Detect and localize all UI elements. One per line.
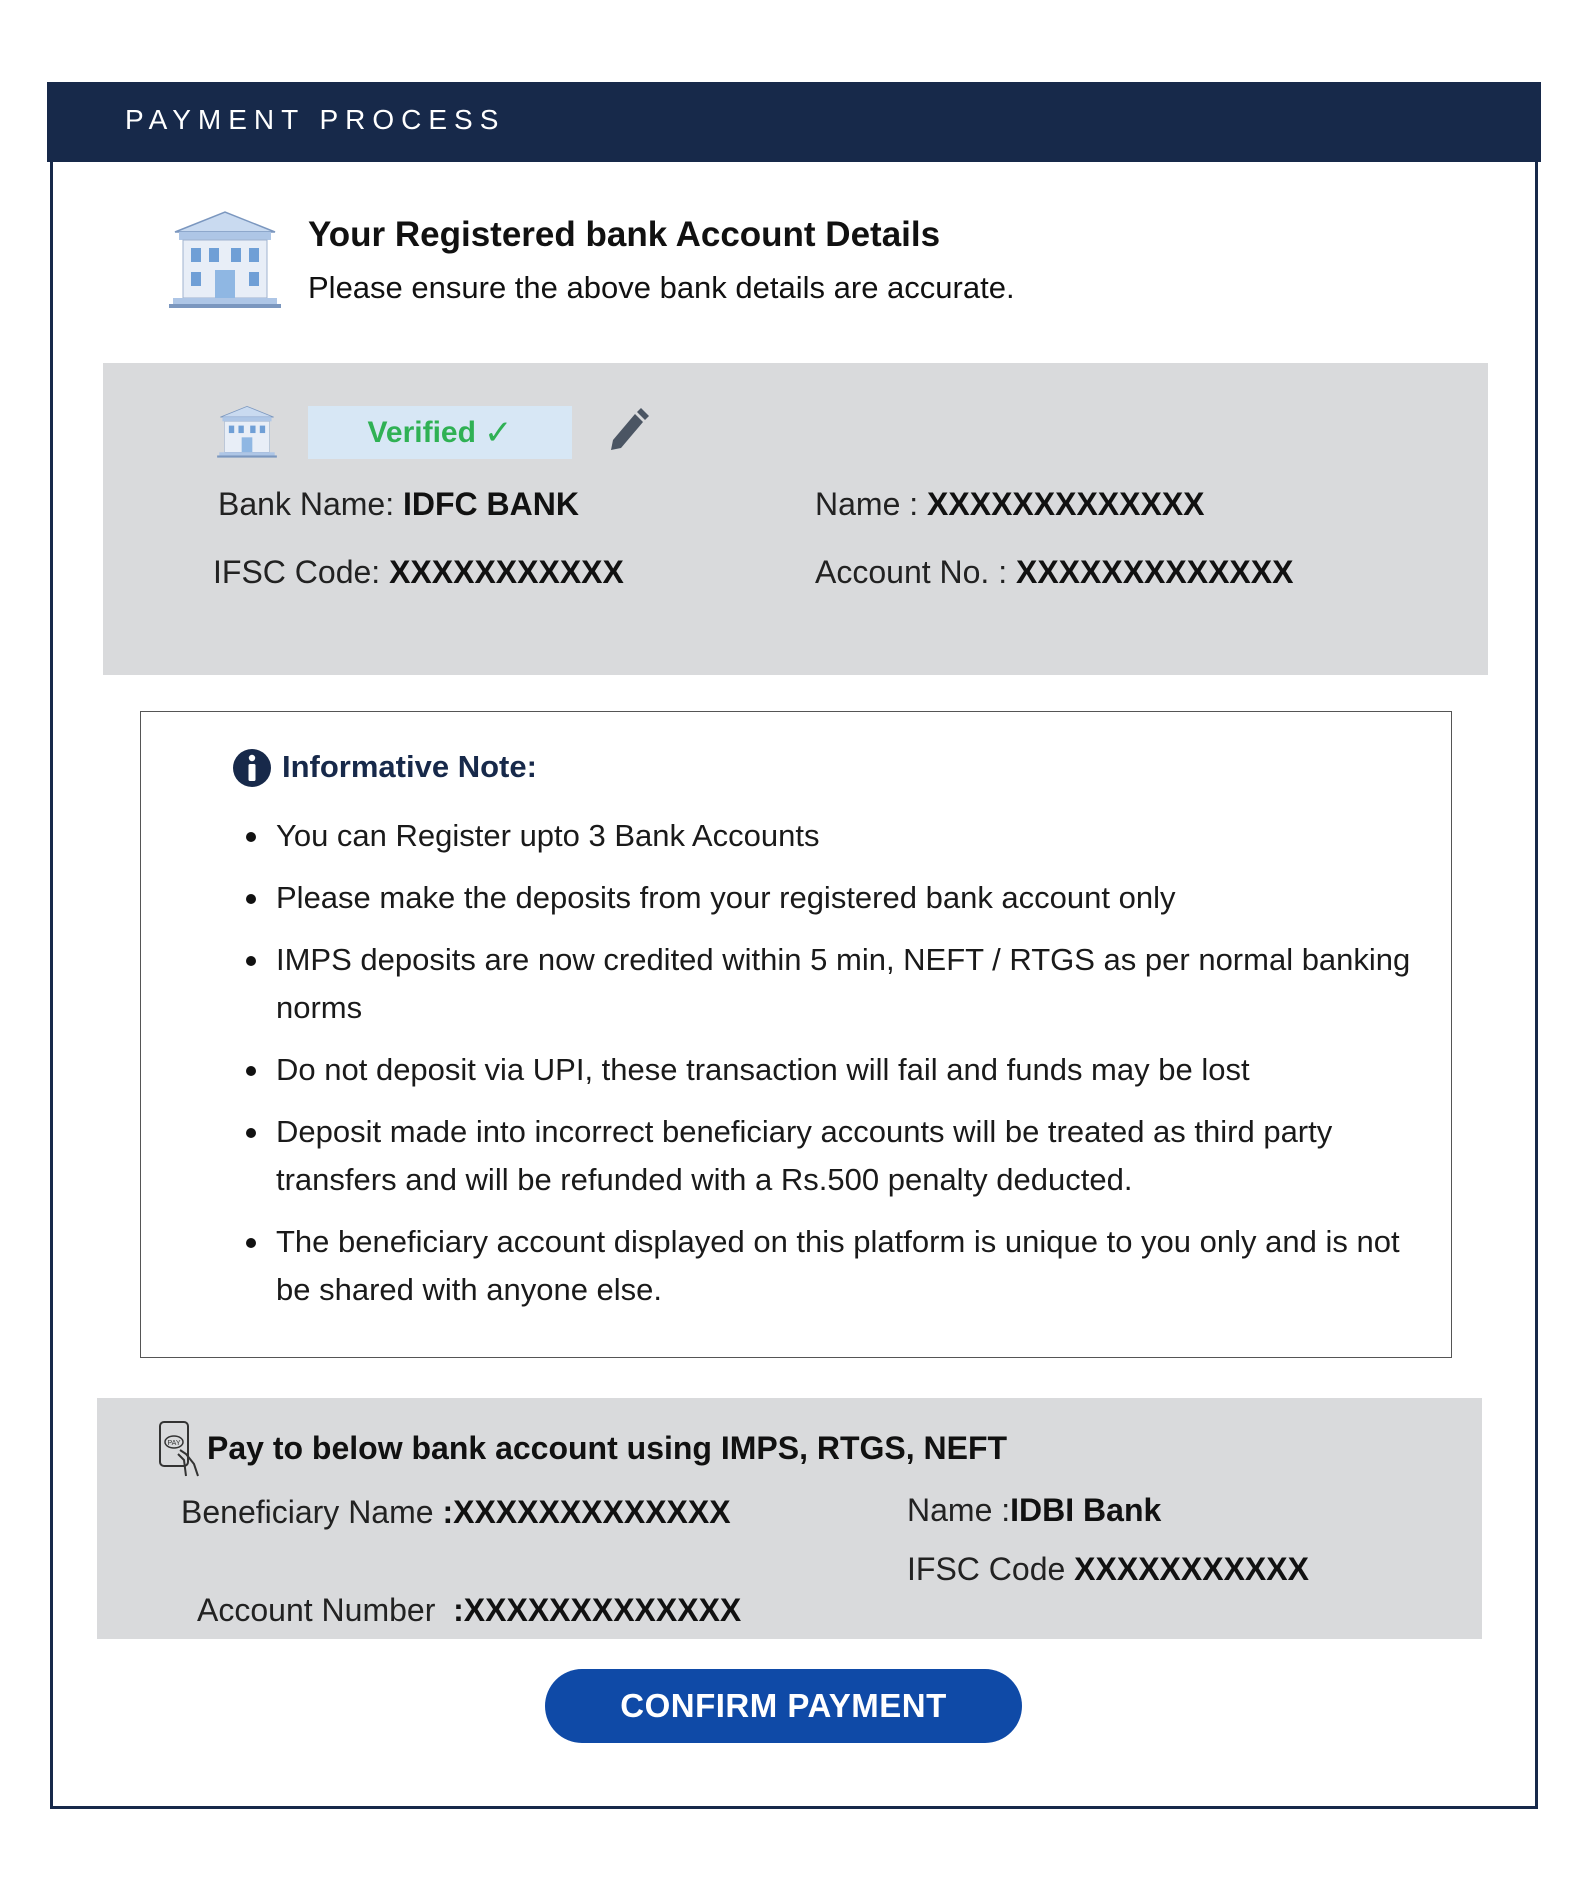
beneficiary-ifsc-value: XXXXXXXXXXX: [1074, 1551, 1309, 1587]
beneficiary-account-value: :XXXXXXXXXXXXX: [453, 1592, 742, 1628]
beneficiary-name-value: :XXXXXXXXXXXXX: [442, 1494, 731, 1530]
account-number-label: Account No. :: [815, 554, 1016, 590]
ifsc-value: XXXXXXXXXXX: [389, 554, 624, 590]
informative-note-title: Informative Note:: [282, 749, 537, 784]
beneficiary-account-label: Account Number: [197, 1592, 454, 1628]
list-item: Do not deposit via UPI, these transaction will fail and funds may be lost: [244, 1046, 1424, 1094]
bank-name-value: IDFC BANK: [402, 486, 579, 522]
info-icon: [232, 748, 272, 788]
beneficiary-account-field: [181, 1555, 741, 1629]
ifsc-field: [213, 554, 624, 591]
bank-name-field: [218, 486, 579, 523]
bank-building-icon: [165, 210, 285, 310]
ifsc-label: IFSC Code:: [213, 554, 390, 590]
informative-note-list: [244, 812, 1424, 1328]
verified-label: Verified: [367, 415, 476, 449]
holder-name-label: Name :: [815, 486, 928, 522]
registered-account-subtitle: Please ensure the above bank details are accurate.: [308, 270, 1015, 305]
account-number-value: XXXXXXXXXXXXX: [1015, 554, 1294, 590]
beneficiary-ifsc-label: IFSC Code: [907, 1551, 1075, 1587]
beneficiary-name-field: [181, 1494, 731, 1531]
page-title: PAYMENT PROCESS: [125, 104, 506, 135]
beneficiary-bank-label: Name :: [907, 1492, 1011, 1528]
holder-name-value: XXXXXXXXXXXXX: [927, 486, 1205, 522]
verified-badge: [308, 406, 572, 459]
bank-building-icon: [215, 405, 279, 459]
list-item: IMPS deposits are now credited within 5 min, NEFT / RTGS as per normal banking norms: [244, 936, 1424, 1032]
pay-phone-icon: [156, 1420, 206, 1480]
list-item: Please make the deposits from your registered bank account only: [244, 874, 1424, 922]
account-number-field: [815, 554, 1293, 591]
list-item: The beneficiary account displayed on this platform is unique to you only and is not be shared with anyone else.: [244, 1218, 1424, 1314]
bank-name-label: Bank Name:: [218, 486, 403, 522]
svg-text:PAY: PAY: [167, 1440, 181, 1447]
beneficiary-bank-value: IDBI Bank: [1010, 1492, 1162, 1528]
beneficiary-ifsc-field: [907, 1551, 1309, 1588]
confirm-payment-button[interactable]: CONFIRM PAYMENT: [545, 1669, 1022, 1743]
holder-name-field: [815, 486, 1205, 523]
beneficiary-bank-field: [907, 1492, 1161, 1529]
beneficiary-name-label: Beneficiary Name: [181, 1494, 443, 1530]
beneficiary-card-title: Pay to below bank account using IMPS, RTGS, NEFT: [207, 1430, 1008, 1466]
list-item: You can Register upto 3 Bank Accounts: [244, 812, 1424, 860]
list-item: Deposit made into incorrect beneficiary accounts will be treated as third party transfers and will be refunded with a Rs.500 penalty deducted.: [244, 1108, 1424, 1204]
registered-account-title: Your Registered bank Account Details: [308, 215, 941, 254]
checkmark-icon: ✓: [483, 413, 513, 452]
pencil-icon[interactable]: [605, 404, 653, 454]
